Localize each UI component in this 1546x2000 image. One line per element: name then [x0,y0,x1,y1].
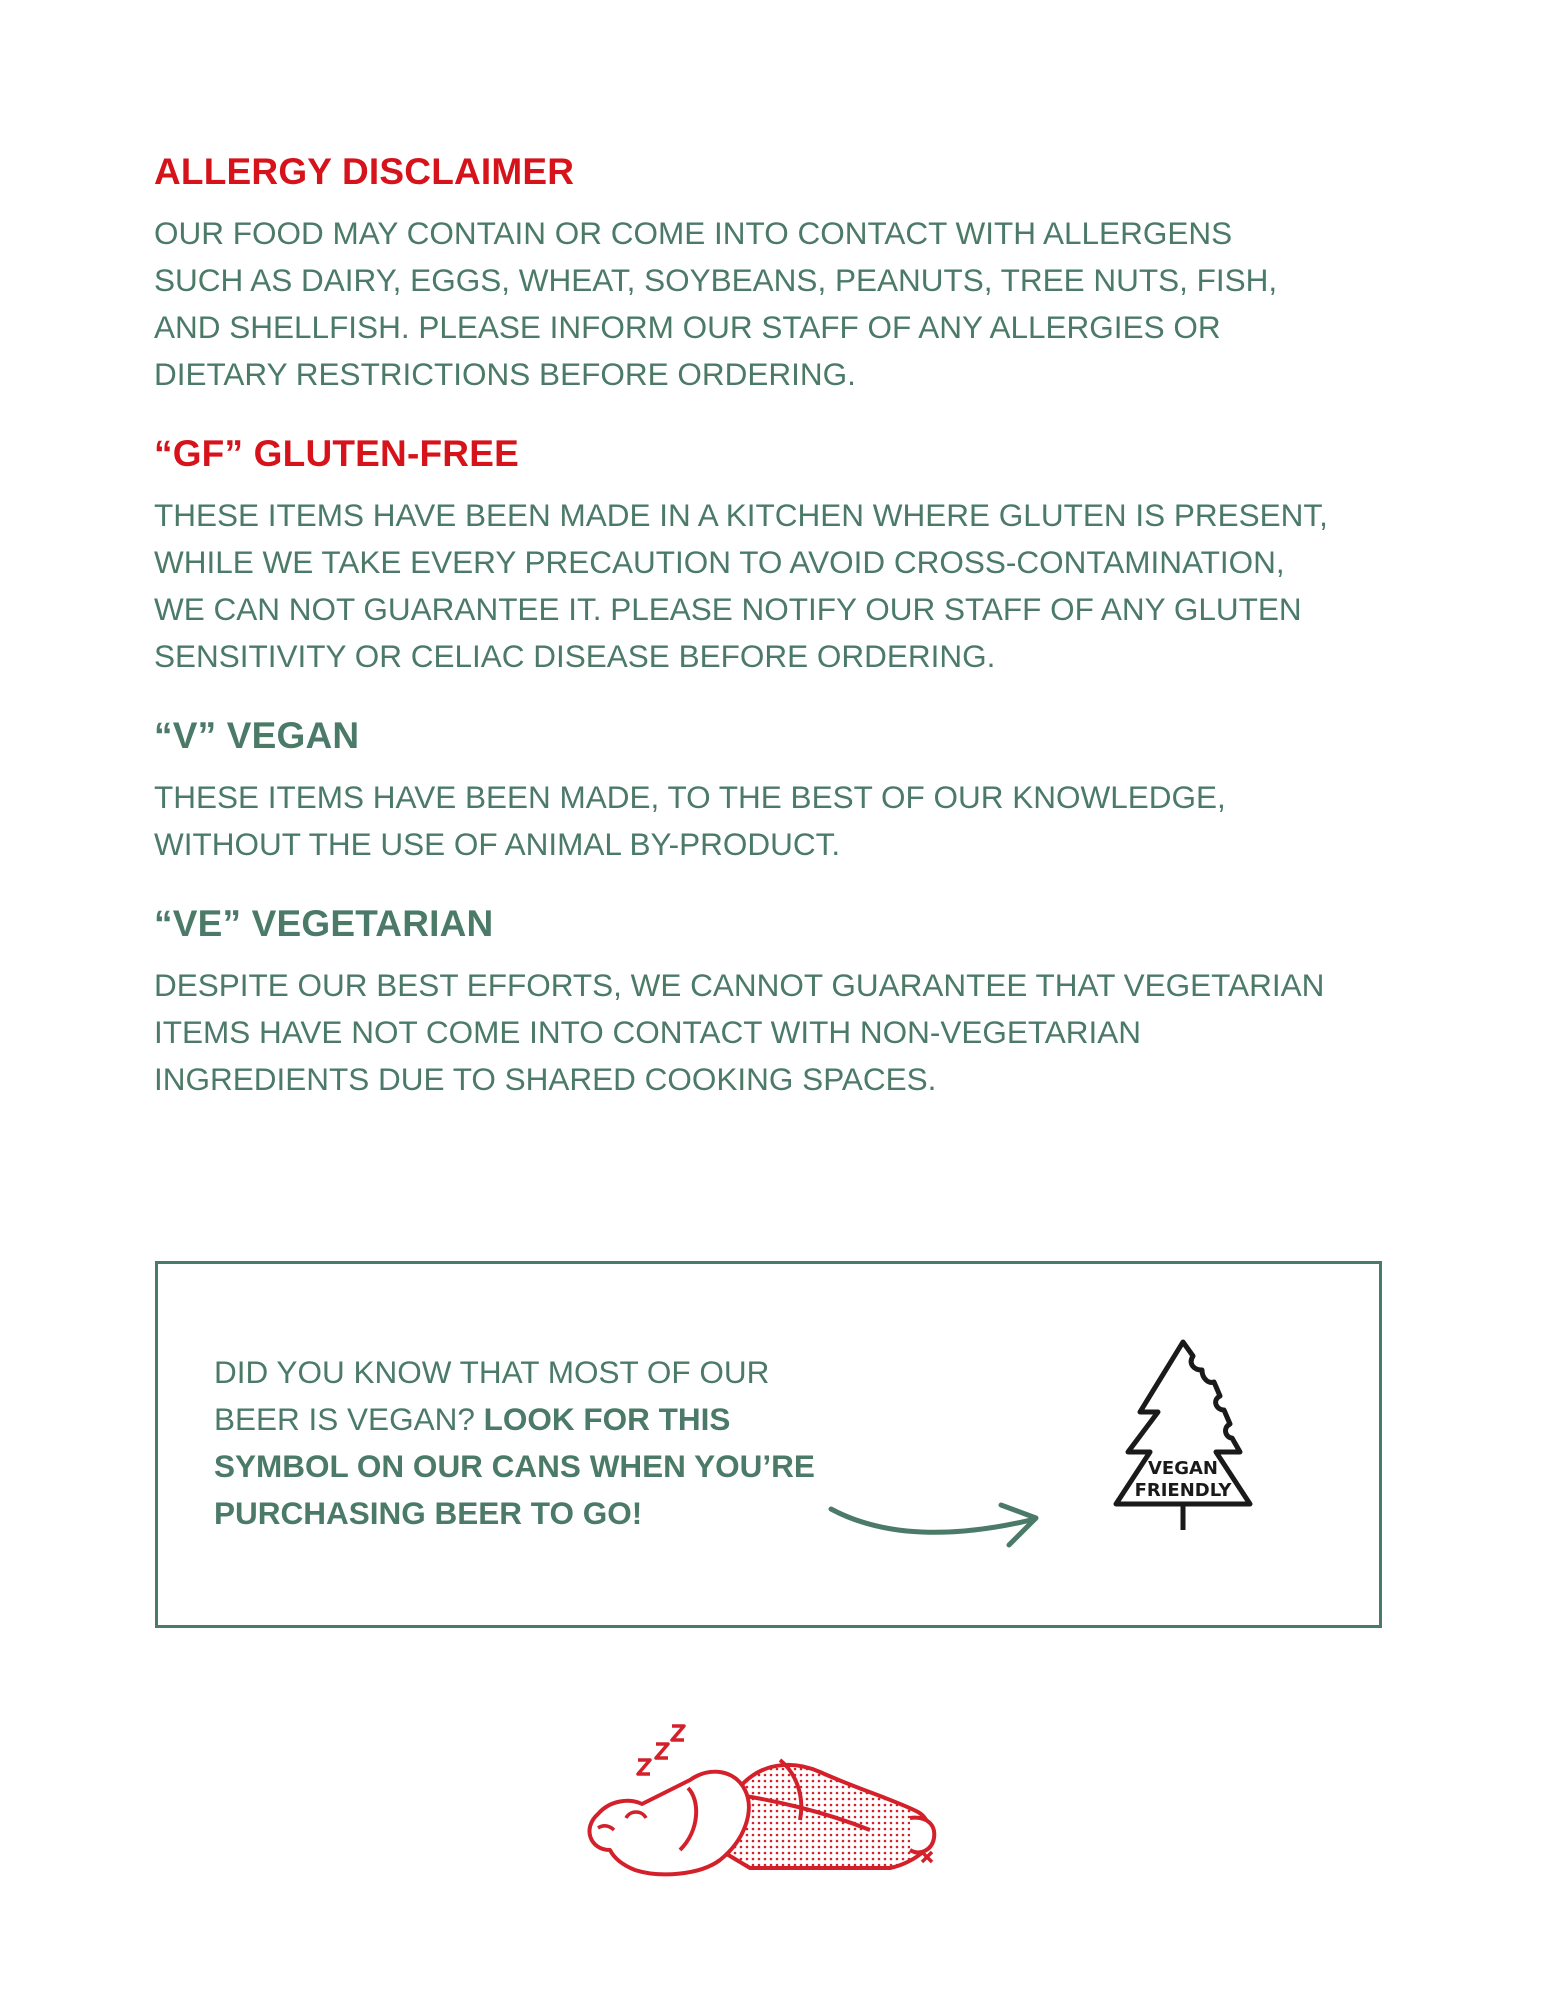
vegan-beer-question: DID YOU KNOW THAT MOST OF OUR BEER IS VEGAN? [214,1354,770,1437]
vegan-text: THESE ITEMS HAVE BEEN MADE, TO THE BEST OF OUR KNOWLEDGE, WITHOUT THE USE OF ANIMAL BY-PRODUCT. [154,779,1226,862]
vegan-beer-instruction: LOOK FOR THIS SYMBOL ON OUR CANS WHEN YOU’RE PURCHASING BEER TO GO! [214,1401,815,1531]
vegan-heading: “V” VEGAN [154,715,360,756]
vegetarian-heading: “VE” VEGETARIAN [154,903,494,944]
vegan-section [154,712,1394,868]
vegetarian-text: DESPITE OUR BEST EFFORTS, WE CANNOT GUARANTEE THAT VEGETARIAN ITEMS HAVE NOT COME INTO CONTACT WITH NON-VEGETARIAN INGREDIENTS DUE TO SHARED COOKING SPACES. [154,967,1325,1097]
allergy-disclaimer-heading: ALLERGY DISCLAIMER [154,151,575,192]
vegan-beer-text [214,1349,854,1537]
gluten-free-text: THESE ITEMS HAVE BEEN MADE IN A KITCHEN WHERE GLUTEN IS PRESENT, WHILE WE TAKE EVERY PRECAUTION TO AVOID CROSS-CONTAMINATION, WE CAN NOT GUARANTEE IT. PLEASE NOTIFY OUR STAFF OF ANY GLUTEN SENSITIVITY OR CELIAC DISEASE BEFORE ORDERING. [154,497,1328,674]
vegan-symbol-line2: FRIENDLY [1134,1480,1232,1501]
allergy-disclaimer-text: OUR FOOD MAY CONTAIN OR COME INTO CONTACT WITH ALLERGENS SUCH AS DAIRY, EGGS, WHEAT, SOYBEANS, PEANUTS, TREE NUTS, FISH, AND SHELLFISH. PLEASE INFORM OUR STAFF OF ANY ALLERGIES OR DIETARY RESTRICTIONS BEFORE ORDERING. [154,215,1278,392]
zzz-icon [638,1726,684,1774]
gluten-free-section [154,430,1394,680]
sleeping-figure-illustration [570,1700,950,1890]
vegan-friendly-tree-icon [1098,1334,1268,1544]
vegetarian-section [154,900,1394,1103]
curved-arrow-icon [823,1489,1053,1569]
vegan-symbol-line1: VEGAN [1148,1458,1218,1479]
vegan-beer-callout [155,1261,1382,1628]
menu-notes [154,148,1394,1135]
gluten-free-heading: “GF” GLUTEN-FREE [154,433,519,474]
allergy-disclaimer-section [154,148,1394,398]
